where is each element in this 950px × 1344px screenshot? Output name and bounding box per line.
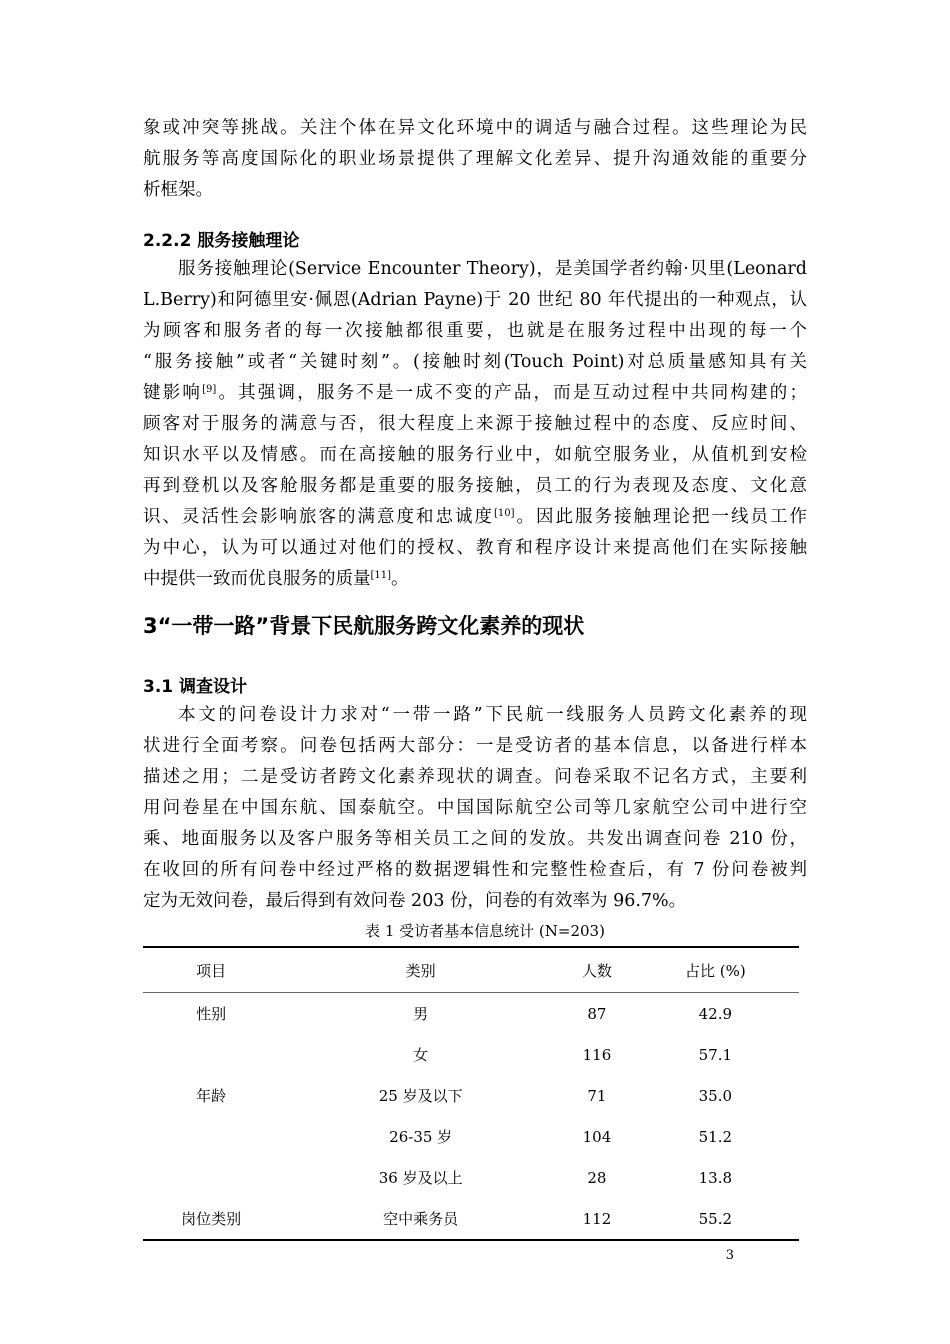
table-cell — [143, 1157, 279, 1198]
table-cell: 年龄 — [196, 1087, 227, 1105]
text-line: L.Berry)和阿德里安·佩恩(Adrian Payne)于 20 世纪 80 年代提出的一种观点，认 — [143, 290, 807, 310]
text-fragment: 。其强调，服务不是一成不变的产品，而是互动过程中共同构建的； — [216, 383, 808, 403]
table-cell: 26-35 岁 — [389, 1128, 453, 1146]
text-line: 乘、地面服务以及客户服务等相关员工之间的发放。共发出调查问卷 210 份， — [143, 829, 807, 849]
text-line: 为中心，认为可以通过对他们的授权、教育和程序设计来提高他们在实际接触 — [143, 538, 807, 558]
table-row — [143, 1157, 799, 1198]
table-row — [143, 993, 799, 1035]
citation-ref: [10] — [493, 508, 515, 519]
text-line: 在收回的所有问卷中经过严格的数据逻辑性和完整性检查后，有 7 份问卷被判 — [143, 860, 807, 880]
text-fragment: 键影响 — [143, 383, 203, 403]
respondent-info-table — [143, 946, 799, 1241]
table-cell: 28 — [587, 1168, 607, 1187]
text-line: 顾客对于服务的满意与否，很大程度上来源于接触过程中的态度、反应时间、 — [143, 414, 807, 434]
table-cell: 116 — [582, 1045, 612, 1064]
column-header-item: 项目 — [196, 961, 227, 980]
table-cell — [143, 1034, 279, 1075]
text-fragment: 。 — [391, 569, 409, 589]
table-caption: 表 1 受访者基本信息统计 (N=203) — [365, 922, 605, 940]
table-cell: 25 岁及以下 — [378, 1087, 463, 1105]
section-heading-3-1: 3.1 调查设计 — [143, 677, 248, 697]
text-fragment: 中提供一致而优良服务的质量 — [143, 569, 371, 589]
table-cell: 36 岁及以上 — [378, 1169, 463, 1187]
text-line: 象或冲突等挑战。关注个体在异文化环境中的调适与融合过程。这些理论为民 — [143, 118, 807, 138]
table-cell: 112 — [582, 1209, 612, 1228]
text-line: “服务接触”或者“关键时刻”。(接触时刻(Touch Point)对总质量感知具有关 — [143, 352, 807, 372]
text-line: 析框架。 — [143, 180, 213, 200]
chapter-heading-3: 3“一带一路”背景下民航服务跨文化素养的现状 — [143, 614, 585, 638]
text-line — [143, 502, 807, 533]
intro-paragraph — [143, 113, 807, 206]
column-header-count: 人数 — [581, 961, 612, 980]
text-line — [143, 564, 807, 595]
text-line: 描述之用；二是受访者跨文化素养现状的调查。问卷采取不记名方式，主要利 — [143, 767, 807, 787]
citation-ref: [9] — [202, 384, 217, 395]
table-cell: 女 — [413, 1046, 429, 1064]
table-row — [143, 1034, 799, 1075]
table-cell: 71 — [587, 1086, 607, 1105]
text-line — [143, 378, 807, 409]
column-header-category: 类别 — [405, 961, 436, 980]
table-cell: 42.9 — [698, 1004, 733, 1023]
table-cell: 空中乘务员 — [383, 1210, 459, 1228]
text-line: 知识水平以及情感。而在高接触的服务行业中，如航空服务业，从值机到安检 — [143, 445, 807, 465]
table-cell: 104 — [582, 1127, 612, 1146]
text-line: 状进行全面考察。问卷包括两大部分：一是受访者的基本信息，以备进行样本 — [143, 736, 807, 756]
citation-ref: [11] — [370, 570, 392, 581]
table-cell: 55.2 — [698, 1209, 733, 1228]
text-line: 服务接触理论(Service Encounter Theory)，是美国学者约翰·贝里(Leonard — [178, 259, 807, 279]
table-cell: 57.1 — [698, 1045, 733, 1064]
table-cell: 51.2 — [698, 1127, 733, 1146]
text-line: 本文的问卷设计力求对“一带一路”下民航一线服务人员跨文化素养的现 — [178, 705, 807, 725]
text-line: 为顾客和服务者的每一次接触都很重要，也就是在服务过程中出现的每一个 — [143, 321, 807, 341]
table-cell: 13.8 — [698, 1168, 733, 1187]
text-fragment: 。因此服务接触理论把一线员工作 — [514, 507, 808, 527]
table-header-row — [143, 947, 799, 993]
service-encounter-paragraph — [143, 254, 807, 595]
table-row — [143, 1116, 799, 1157]
text-line: 航服务等高度国际化的职业场景提供了理解文化差异、提升沟通效能的重要分 — [143, 149, 807, 169]
table-row — [143, 1198, 799, 1240]
text-line: 定为无效问卷，最后得到有效问卷 203 份，问卷的有效率为 96.7%。 — [143, 891, 687, 911]
text-fragment: 识、灵活性会影响旅客的满意度和忠诚度 — [143, 507, 494, 527]
text-line: 用问卷星在中国东航、国泰航空。中国国际航空公司等几家航空公司中进行空 — [143, 798, 807, 818]
page-number: 3 — [725, 1248, 734, 1263]
table-cell: 87 — [587, 1004, 607, 1023]
column-header-percent: 占比 (%) — [684, 961, 746, 980]
table-cell: 性别 — [196, 1005, 227, 1023]
table-cell: 岗位类别 — [181, 1210, 242, 1228]
table-cell — [143, 1116, 279, 1157]
table-cell: 男 — [413, 1005, 429, 1023]
text-line: 再到登机以及客舱服务都是重要的服务接触，员工的行为表现及态度、文化意 — [143, 476, 807, 496]
section-heading-2-2-2: 2.2.2 服务接触理论 — [143, 231, 300, 251]
table-cell: 35.0 — [698, 1086, 733, 1105]
survey-design-paragraph — [143, 700, 807, 917]
table-row — [143, 1075, 799, 1116]
